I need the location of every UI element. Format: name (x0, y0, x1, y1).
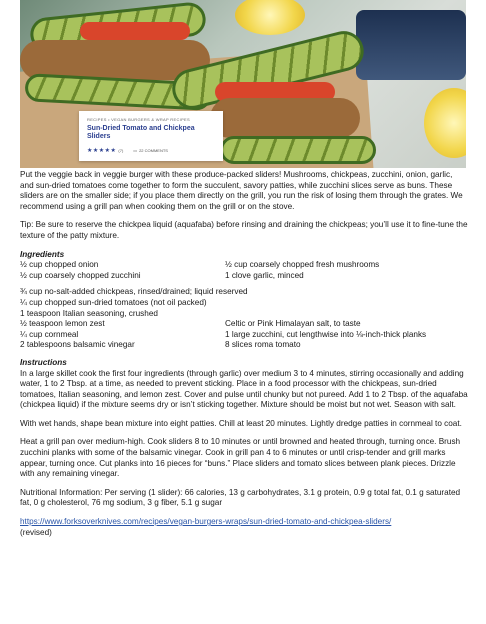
glass-jar (356, 10, 466, 80)
comment-icon[interactable]: ▭ (133, 148, 138, 153)
ingredient: Celtic or Pink Himalayan salt, to taste (225, 319, 361, 329)
lemon-wedge (235, 0, 305, 35)
breadcrumb[interactable]: RECIPES • VEGAN BURGERS & WRAP RECIPES (87, 117, 190, 122)
ingredients-group-1 (20, 260, 468, 281)
rating-row (87, 147, 215, 154)
revised-note: (revised) (20, 527, 52, 537)
ingredient: 8 slices roma tomato (225, 340, 301, 350)
ingredient: 2 tablespoons balsamic vinegar (20, 340, 135, 350)
hero-photo (20, 0, 466, 168)
ingredients-group-3 (20, 319, 468, 351)
ingredient: ½ cup coarsely chopped zucchini (20, 270, 141, 280)
tip-paragraph: Tip: Be sure to reserve the chickpea liquid (aquafaba) before rinsing and draining the chickpeas; you’ll use it to fine-tune the texture of the patty mixture. (20, 220, 468, 240)
rating-count: (7) (118, 148, 124, 153)
nutrition-info: Nutritional Information: Per serving (1 slider): 66 calories, 13 g carbohydrates, 3.1 g protein, 0.9 g total fat, 0.1 g saturated fat, 0 g cholesterol, 76 mg sodium, 3 g fiber, 5.1 g sugar (20, 487, 461, 508)
instruction-step: In a large skillet cook the first four ingredients (through garlic) over medium 3 to 4 minutes, stirring occasionally and adding water, 1 to 2 Tbsp. at a time, as needed to prevent sticking. Place in a food processor with the chickpeas, sun-dried tomatoes, Italian seasoning, and lemon zest. Cover and pulse until chunky but not pureed. Add 1 to 2 Tbsp. of the aquafaba (chickpea liquid) if the mixture seems dry or isn’t sticking together. Mixture should be moist but not wet. Season with salt. (20, 368, 468, 410)
rating-stars-icon[interactable]: ★★★★★ (87, 148, 117, 154)
recipe-title: Sun-Dried Tomato and Chickpea Sliders (87, 125, 195, 140)
ingredient: ¼ cup cornmeal (20, 329, 79, 339)
ingredient: ½ cup coarsely chopped fresh mushrooms (225, 260, 380, 270)
source-link[interactable]: https://www.forksoverknives.com/recipes/vegan-burgers-wraps/sun-dried-tomato-and-chickpea-sliders/ (20, 517, 392, 527)
instructions-heading: Instructions (20, 357, 67, 367)
ingredient: ½ teaspoon lemon zest (20, 319, 105, 329)
zucchini-bun (220, 136, 376, 164)
instruction-step: With wet hands, shape bean mixture into eight patties. Chill at least 20 minutes. Lightly dredge patties in cornmeal to coat. (20, 418, 462, 428)
ingredient: ¼ cup chopped sun-dried tomatoes (not oil packed) (20, 297, 207, 307)
instruction-step: Heat a grill pan over medium-high. Cook sliders 8 to 10 minutes or until browned and heated through, turning once. Brush zucchini planks with some of the balsamic vinegar. Cook in grill pan 4 to 6 minutes or until crisp-tender and grill marks appear, turning once. Cut planks into 16 pieces for “buns.” Place sliders and tomato slices between plank pieces. Drizzle with any remaining vinegar. (20, 437, 461, 479)
ingredients-heading: Ingredients (20, 249, 65, 259)
lemon-wedge (424, 88, 466, 158)
slider-patty (210, 98, 360, 138)
intro-paragraph: Put the veggie back in veggie burger with these produce-packed sliders! Mushrooms, chickpeas, zucchini, onion, garlic, and sun-dried tomatoes come together to form the succulent, savory patties, while zucchini slices serve as buns. These sliders are on the smaller side; if you place them directly on the grill, you run the risk of losing them through the grates. We recommend using a grill pan when cooking them on the grill or on the stove. (20, 170, 463, 211)
ingredient: 1 teaspoon Italian seasoning, crushed (20, 308, 158, 318)
recipe-title-card (79, 111, 223, 161)
tomato-slice (80, 22, 190, 40)
ingredients-group-2 (20, 287, 468, 319)
ingredient: ½ cup chopped onion (20, 260, 99, 270)
ingredient: 1 clove garlic, minced (225, 270, 304, 280)
comments-count[interactable]: 22 COMMENTS (139, 148, 168, 153)
ingredient: ¾ cup no-salt-added chickpeas, rinsed/drained; liquid reserved (20, 287, 248, 297)
ingredient: 1 large zucchini, cut lengthwise into ⅛-inch-thick planks (225, 329, 427, 339)
recipe-body (20, 170, 468, 538)
